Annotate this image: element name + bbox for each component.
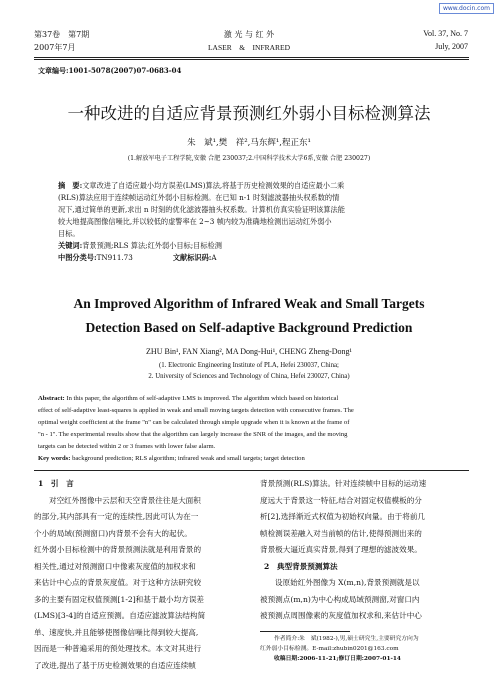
keywords-cn: 背景预测;RLS 算法;红外弱小目标;目标检测 <box>82 241 222 250</box>
right-column <box>260 476 470 625</box>
abstract-en-line: optimal weight coefficient at the frame "n" can be calculated through simple upgrade when it is known at the frame of <box>38 419 350 426</box>
keywords-cn-label: 关键词: <box>58 241 83 250</box>
abstract-en-label: Abstract: <box>38 395 65 402</box>
right-column-line: 背景预测(RLS)算法。针对连续帧中目标的运动速 <box>260 479 427 488</box>
right-column-line: 度远大于背景这一特征,结合对固定权值模板的分 <box>260 495 422 505</box>
abstract-cn-line: 较大地提高图像信噪比,并以较低的虚警率在 2~3 帧内较为准确地检测出运动红外弱小 <box>58 217 332 226</box>
watermark-stamp: www.docin.com <box>439 3 494 14</box>
section-1-line: 相关性,通过对预测窗口中像素灰度值的加权求和 <box>34 561 196 571</box>
section-1-heading: 1 引 言 <box>38 479 74 488</box>
header-rule <box>34 57 469 58</box>
journal-date-en: July, 2007 <box>435 42 468 51</box>
abstract-en-line: "n - 1". The experimental results show that the algorithm can largely increase the SNR of the images, and the moving <box>38 431 348 438</box>
abstract-cn-line: 况下,通过简单的更新,求出 n 时刻的优化滤波器抽头权系数。计算机仿真实验证明该算法能 <box>58 205 345 214</box>
abstract-en-line: In this paper, the algorithm of self-adaptive LMS is improved. The algorithm which based on historical <box>66 395 339 402</box>
section-1-line: 对空红外图像中云层和天空背景往往是大面积 <box>49 495 201 505</box>
paper-title-en-line: Detection Based on Self-adaptive Background Prediction <box>85 320 413 335</box>
clc-label: 中图分类号: <box>58 253 97 262</box>
abstract-en <box>38 393 468 465</box>
affiliation-en <box>0 360 498 382</box>
affiliation-en-line: (1. Electronic Engineering Institute of PLA, Hefei 230037, China; <box>159 362 339 369</box>
abstract-en-line: targets can be detected within 2 or 3 frames with lower false alarm. <box>38 443 216 450</box>
right-column-line: 帧检测误差融入对当前帧的估计,使得预测出来的 <box>260 528 422 538</box>
article-number: 文章编号:1001-5078(2007)07-0683-04 <box>38 66 182 75</box>
journal-title-en: LASER & INFRARED <box>207 43 291 52</box>
footnote-line: 收稿日期:2006-11-21;修订日期:2007-01-14 <box>274 656 401 662</box>
journal-title-cn: 激 光 与 红 外 <box>223 30 275 39</box>
section-1-line: 的部分,其内部具有一定的连续性,因此可认为在一 <box>34 512 199 521</box>
section-1-line: 因而是一种普遍采用的预处理技术。本文对其进行 <box>34 644 202 653</box>
section-1-line: 单、速度快,并且能够使图像信噪比得到较大提高, <box>34 627 199 637</box>
keywords-en-label: Key words: <box>38 455 71 462</box>
abstract-cn <box>58 180 448 264</box>
header-rule-thin <box>34 59 469 60</box>
footnote-rule <box>260 631 350 632</box>
keywords-en: background prediction; RLS algorithm; infrared weak and small targets; target detection <box>72 455 305 462</box>
section-1-line: 了改进,提出了基于历史检测效果的自适应连续帧 <box>34 660 196 670</box>
abstract-cn-line: (RLS)算法应用于连续帧运动红外弱小目标检测。在已知 n-1 时刻滤波器抽头权系数的情 <box>58 193 340 202</box>
section-2-line: 设原始红外图像为 X(m,n),背景预测就是以 <box>275 578 420 587</box>
authors-en: ZHU Bin¹, FAN Xiang², MA Dong-Hui¹, CHENG Zheng-Dong¹ <box>146 347 352 356</box>
footnote-line: 红外弱小目标检测。E-mail:zhubin0201@163.com <box>260 646 399 652</box>
journal-date: 2007年7月 <box>34 43 76 52</box>
abstract-cn-line: 文章改进了自适应最小均方误差(LMS)算法,将基于历史检测效果的自适应最小二乘 <box>82 181 345 190</box>
affiliation-en-line: 2. University of Sciences and Technology of China, Hefei 230027, China) <box>148 373 350 380</box>
section-1-line: 个小的局域(预测窗口)内背景不会有大的起伏。 <box>34 528 192 538</box>
footnote <box>260 634 470 664</box>
journal-vol-en: Vol. 37, No. 7 <box>423 29 468 38</box>
journal-volume: 第37卷 第7期 <box>34 30 90 39</box>
abstract-rule <box>34 470 469 471</box>
paper-title-en <box>0 292 498 340</box>
section-1-line: 来估计中心点的背景灰度值。对于这种方法研究较 <box>34 578 202 587</box>
section-1 <box>34 476 240 674</box>
section-2-line: 被预测点周围像素的灰度值加权求和,来估计中心 <box>260 611 422 620</box>
section-1-line: 多的主要有固定权值预测[1-2]和基于最小均方误差 <box>34 594 205 604</box>
section-1-line: (LMS)[3-4]的自适应预测。自适应滤波算法结构简 <box>34 611 206 620</box>
doc-code-value: A <box>211 253 217 262</box>
clc-value: TN911.73 <box>96 253 133 262</box>
section-2-heading: 2 典型背景预测算法 <box>264 561 338 571</box>
paper-title-en-line: An Improved Algorithm of Infrared Weak and Small Targets <box>73 296 425 311</box>
section-2-line: 被预测点(m,n)为中心构成局域预测窗,对窗口内 <box>260 594 420 604</box>
right-column-line: 析[2],选择渐近式权值为初始权向量。由于将前几 <box>260 512 426 521</box>
footnote-line: 作者简介:朱 斌(1982-),男,硕士研究生,主要研究方向为 <box>274 636 419 642</box>
section-1-line: 红外弱小目标检测中的背景预测法就是利用背景的 <box>34 545 202 554</box>
abstract-en-line: effect of self-adaptive least-squares is applied in weak and small moving targets detection with consecutive frames. The <box>38 407 354 414</box>
doc-code-label: 文献标识码: <box>172 253 212 262</box>
right-column-line: 背景极大逼近真实背景,得到了理想的滤波效果。 <box>260 545 422 554</box>
authors-cn: 朱 斌¹,樊 祥²,马东辉¹,程正东¹ <box>187 138 311 148</box>
affiliation-cn: (1.解放军电子工程学院,安徽 合肥 230037;2.中国科学技术大学6系,安徽 合肥 230027) <box>127 155 371 162</box>
abstract-cn-label: 摘 要: <box>58 181 83 190</box>
paper-title-cn: 一种改进的自适应背景预测红外弱小目标检测算法 <box>67 104 431 123</box>
abstract-cn-line: 目标。 <box>58 229 80 238</box>
